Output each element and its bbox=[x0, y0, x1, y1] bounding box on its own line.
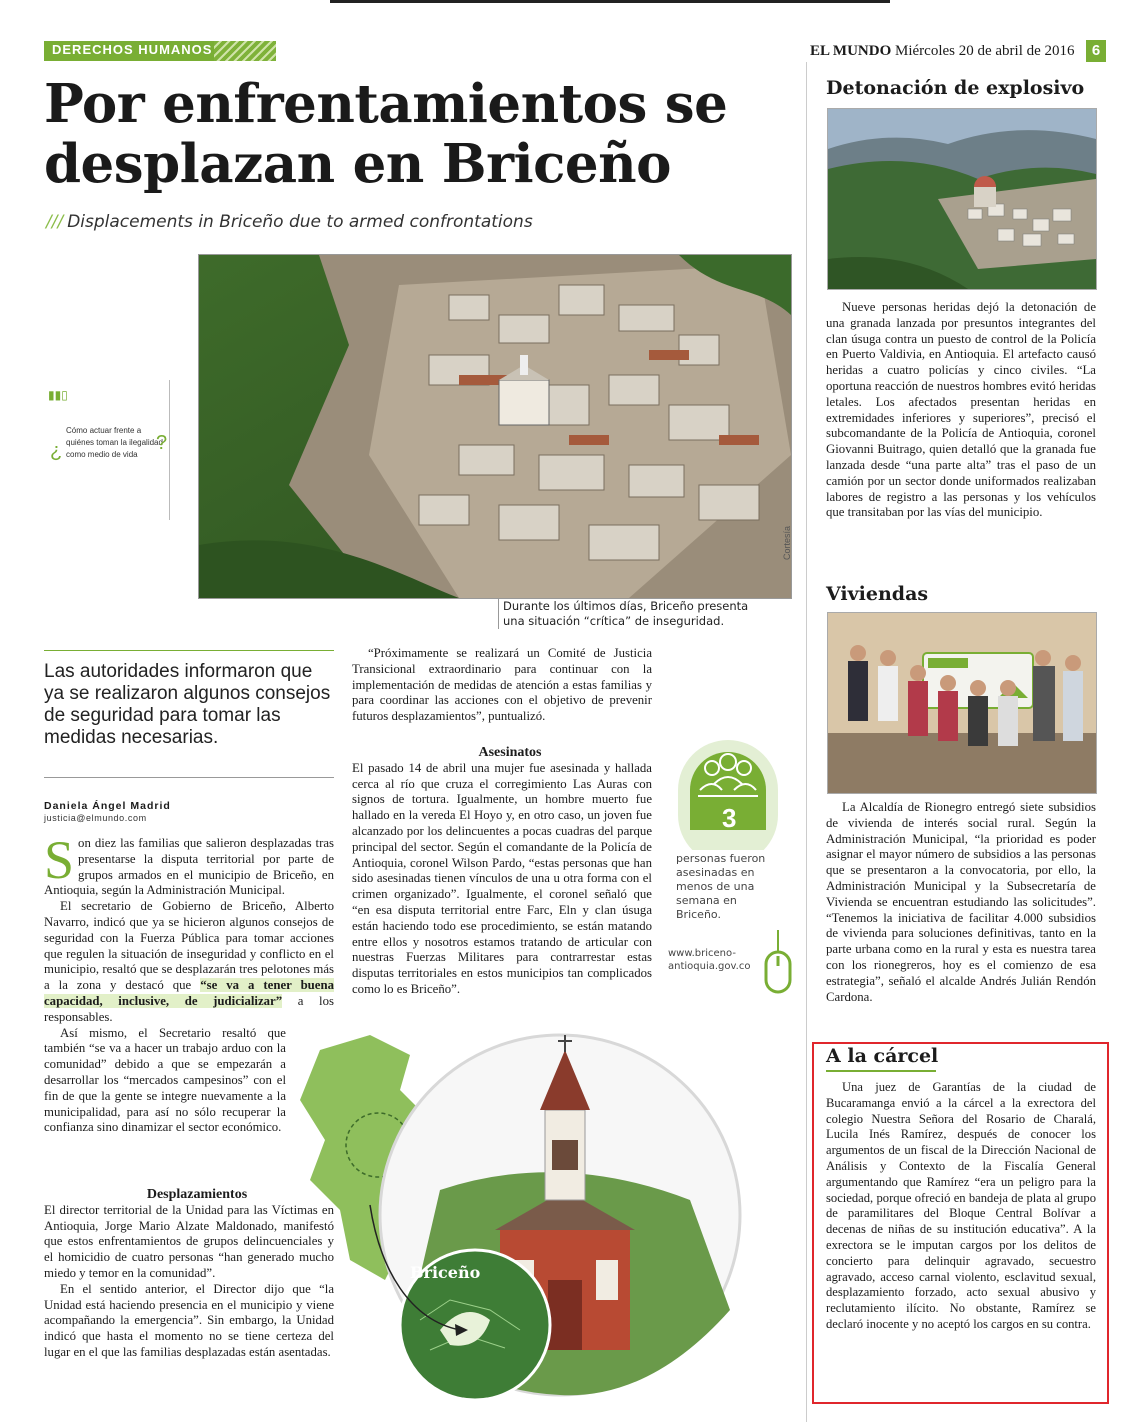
drop-cap: S bbox=[44, 830, 75, 890]
paragraph-5: En el sentido anterior, el Director dijo que “la Unidad está haciendo presencia en el municipio y viene acompañando la emergencia”. Sin embargo, la Unidad indicó que hasta el momento no se tiene certeza del lugar en el que las familias desplazadas están asentadas. bbox=[44, 1281, 334, 1359]
newspaper-name: EL MUNDO bbox=[810, 43, 892, 59]
photo-caption: Durante los últimos días, Briceño presenta una situación “crítica” de inseguridad. bbox=[498, 599, 763, 629]
photo-credit: Cortesía bbox=[782, 525, 792, 560]
subtitle-text: Displacements in Briceño due to armed confrontations bbox=[67, 212, 533, 232]
carcel-title-rule bbox=[826, 1070, 936, 1072]
byline-email: justicia@elmundo.com bbox=[44, 813, 147, 823]
subhead-desplazamientos: Desplazamientos bbox=[146, 1187, 248, 1202]
issue-date: Miércoles 20 de abril de 2016 bbox=[895, 43, 1075, 59]
lead-bottom-rule bbox=[44, 777, 334, 778]
briceno-map-illustration bbox=[290, 1030, 750, 1420]
paragraph-7: El pasado 14 de abril una mujer fue asesinada y hallada cerca al río que cruza el corregimiento Las Auras con signos de tortura. Igualmente, un hombre muerto fue hallado en la vereda El Hoyo y, en otro caso, un joven fue alcanzado por los delincuentes a pocas cuadras del parque principal del sector. Según el comandante de la Policía de Antioquia, coronel Wilson Pardo, “estas personas que han sido asesinadas tienen vínculos de una u otra forma con el crimen organizado”. Igualmente, el coronel señaló que “en esa disputa territorial entre Farc, Eln y clan úsuga están haciendo todo ese procedimiento, se están matando entre ellos y nosotros estamos tratando de articular con nuestras Fuerzas Militares para contrarrestar estas disputas territoriales en estos municipios tan complicados como lo es Briceño”. bbox=[352, 760, 652, 996]
lead-deck: Las autoridades informaron que ya se realizaron algunos consejos de seguridad para tomar las medidas necesarias. bbox=[44, 661, 331, 748]
map-label-briceno: Briceño bbox=[410, 1263, 481, 1282]
sidebar-title-viviendas: Viviendas bbox=[826, 583, 929, 605]
infographic-text: personas fueron asesinadas en menos de una semana en Briceño. bbox=[676, 852, 766, 921]
question-open-icon: ¿ bbox=[50, 440, 63, 462]
masthead bbox=[810, 43, 1075, 60]
related-link-box[interactable] bbox=[44, 380, 170, 520]
paragraph-2: El secretario de Gobierno de Briceño, Alberto Navarro, indicó que ya se hicieron algunos consejos de seguridad con la Fuerza Pública para tomar acciones que regulen la situación de inseguridad y conflicto en el municipio, resaltó que se desplazarán tres pelotones más a la zona y destacó que “se va a tener buena capacidad, inclusive, de judicializar” a los responsables. bbox=[44, 899, 334, 1024]
infographic-number: 3 bbox=[722, 803, 737, 833]
lead-top-rule bbox=[44, 650, 334, 651]
mountain-town-photo bbox=[827, 108, 1097, 290]
mouse-icon bbox=[758, 930, 798, 1004]
infographic-url[interactable]: www.briceno-antioquia.gov.co bbox=[668, 948, 751, 972]
highlighted-quote: “se va a tener buena capacidad, inclusive, de judicializar” bbox=[44, 978, 334, 1008]
sidebar-title-explosivo: Detonación de explosivo bbox=[826, 77, 1085, 99]
bars-icon: ▮▮▯ bbox=[48, 388, 68, 402]
paragraph-4: El director territorial de la Unidad para las Víctimas en Antioquia, Jorge Mario Alzate Maldonado, manifestó que estos enfrentamientos de grupos delincuenciales y el homicidio de cuatro personas “han generado mucho miedo y temor en la comunidad”. bbox=[44, 1202, 334, 1280]
paragraph-1: Son diez las familias que salieron desplazadas tras presentarse la disputa territorial por parte de grupos armados en el municipio de Briceño, en Antioquia, según la Administración Municipal. bbox=[44, 830, 334, 898]
article-column-2 bbox=[352, 646, 652, 998]
page-number: 6 bbox=[1086, 40, 1106, 62]
sidebar-text-explosivo: Nueve personas heridas dejó la detonación de una granada lanzada por presuntos integrantes del clan úsuga contra un puesto de control de la Policía en Puerto Valdivia, en Antioquia. El artefacto causó heridas a cuatro policías y cinco civiles. “La oportuna reacción de nuestros hombres evitó heridas letales. Los afectados presentan heridas en extremidades inferiores y superiores”, precisó el subcomandante de la Policía de Antioquia, coronel Giovanni Buitrago, quien detalló que la granada fue lanzada desde “una parte alta” tras el paso de un camión por un sector donde uniformados realizaban labores de registro a las personas y los vehículos que transitaban por las vías del municipio. bbox=[826, 300, 1096, 520]
section-label: DERECHOS HUMANOS bbox=[52, 42, 213, 57]
paragraph-6: “Próximamente se realizará un Comité de Justicia Transicional extraordinario para continuar con la implementación de medidas de atención a estas familias y para coordinar las acciones con el objetivo de prevenir futuros desplazamientos”, puntualizó. bbox=[352, 646, 652, 724]
paragraph-3: Así mismo, el Secretario resaltó que también “se va a hacer un trabajo arduo con la comunidad” debido a que se empezarán a desarrollar los “mercados campesinos” con el fin de que la gente se integre nuevamente a la municipalidad, para así no sólo recuperar la confianza sino dinamizar el sector económico. bbox=[44, 1025, 286, 1135]
question-close-icon: ? bbox=[156, 432, 168, 454]
column-divider bbox=[806, 62, 807, 1422]
subtitle-slashes: /// bbox=[46, 212, 64, 232]
headline: Por enfrentamientos se desplazan en Briceño bbox=[44, 73, 728, 195]
town-aerial-photo bbox=[198, 254, 792, 599]
subhead-asesinatos: Asesinatos bbox=[478, 744, 542, 760]
subtitle bbox=[46, 212, 533, 232]
sidebar-title-carcel: A la cárcel bbox=[826, 1045, 939, 1067]
byline: Daniela Ángel Madrid bbox=[44, 800, 171, 812]
sidebar-text-carcel: Una juez de Garantías de la ciudad de Bucaramanga envió a la cárcel a la exrectora del colegio Nuestra Señora del Rosario de Charalá, Lucila Inés Ramírez, después de conocer los argumentos de un fiscal de la Dirección Nacional de Análisis y Contexto de la Fiscalía General argumentando que Ramírez “era un peligro para la sociedad, porque ofreció en bandeja de plata al grupo de paramilitares del Bloque Central Bolívar a decenas de niñas de su institución educativa”. A la exrectora se le imputan cargos por los delitos de concierto para delinquir agravado, secuestro agravado, acceso carnal violento, esclavitud sexual, desplazamiento forzado, acto sexual abusivo y reclutamiento ilícito. No obstante, Ramírez se declaró inocente y no aceptó los cargos en su contra. bbox=[826, 1080, 1096, 1331]
housing-ceremony-photo bbox=[827, 612, 1097, 794]
related-link-text: Cómo actuar frente a quiénes toman la ilegalidad como medio de vida bbox=[66, 426, 163, 459]
top-rule bbox=[330, 0, 890, 3]
sidebar-text-viviendas: La Alcaldía de Rionegro entregó siete subsidios de vivienda de interés social rural. Según la Administración Municipal, “la prioridad es poder asignar el mayor número de subsidios a las personas que se presentaron a la convocatoria, por ello, la Administración Municipal y la Subsecretaría de Vivienda se encuentran estudiando las solicitudes”. “Tenemos la iniciativa de facilitar 4.000 subsidios de vivienda para soluciones definitivas, tanto en la parte urbana como en la rural y esta es nuestra tarea con los rionegreros, hoy es el comienzo de esa estrategia”, señaló el alcalde Andrés Julián Rendón Cardona. bbox=[826, 800, 1096, 1004]
section-tag bbox=[44, 41, 276, 61]
